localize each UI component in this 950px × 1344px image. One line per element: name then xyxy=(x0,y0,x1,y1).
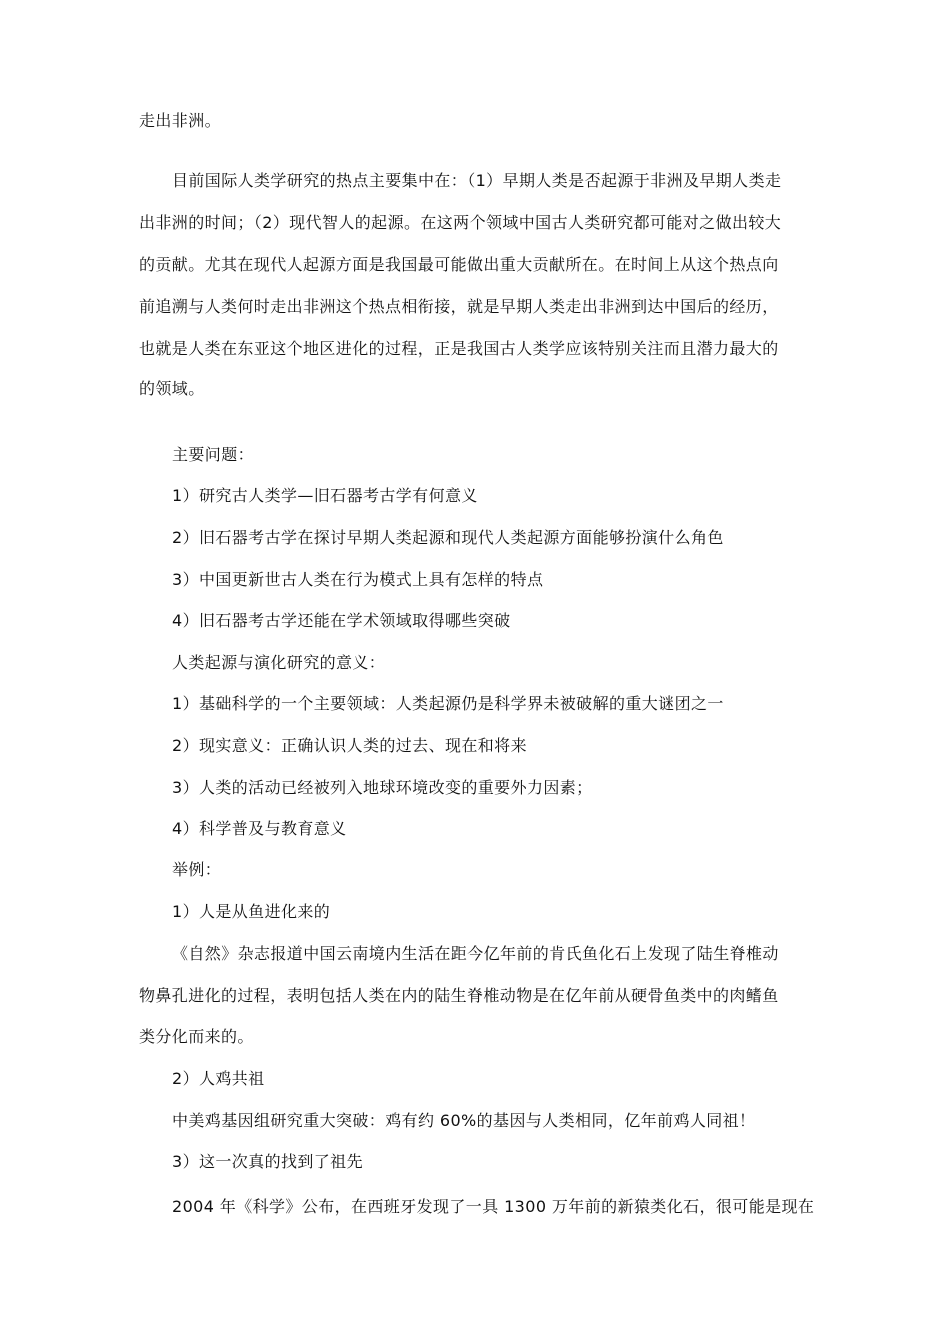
section-heading: 举例： xyxy=(172,860,222,879)
paragraph-line: 物鼻孔进化的过程，表明包括人类在内的陆生脊椎动物是在亿年前从硬骨鱼类中的肉鳍鱼 xyxy=(139,986,779,1005)
list-item: 1）基础科学的一个主要领域：人类起源仍是科学界未被破解的重大谜团之一 xyxy=(172,694,724,713)
section-heading: 主要问题： xyxy=(172,445,255,464)
list-item: 4）科学普及与教育意义 xyxy=(172,819,347,838)
paragraph-line: 类分化而来的。 xyxy=(139,1027,254,1046)
list-item: 2）现实意义：正确认识人类的过去、现在和将来 xyxy=(172,736,527,755)
paragraph-line: 走出非洲。 xyxy=(139,111,222,130)
paragraph-line: 中美鸡基因组研究重大突破：鸡有约 60%的基因与人类相同，亿年前鸡人同祖！ xyxy=(172,1111,756,1130)
paragraph-line: 也就是人类在东亚这个地区进化的过程，正是我国古人类学应该特别关注而且潜力最大的 xyxy=(139,339,779,358)
section-heading: 人类起源与演化研究的意义： xyxy=(172,653,386,672)
list-item: 3）人类的活动已经被列入地球环境改变的重要外力因素； xyxy=(172,778,593,797)
list-item: 2）旧石器考古学在探讨早期人类起源和现代人类起源方面能够扮演什么角色 xyxy=(172,528,724,547)
paragraph-line: 的贡献。尤其在现代人起源方面是我国最可能做出重大贡献所在。在时间上从这个热点向 xyxy=(139,255,779,274)
paragraph-line: 前追溯与人类何时走出非洲这个热点相衔接，就是早期人类走出非洲到达中国后的经历， xyxy=(139,297,779,316)
paragraph-line: 的领域。 xyxy=(139,379,205,398)
list-item: 3）这一次真的找到了祖先 xyxy=(172,1152,363,1171)
paragraph-line: 《自然》杂志报道中国云南境内生活在距今亿年前的肯氏鱼化石上发现了陆生脊椎动 xyxy=(172,944,779,963)
list-item: 3）中国更新世古人类在行为模式上具有怎样的特点 xyxy=(172,570,544,589)
paragraph-line: 出非洲的时间；（2）现代智人的起源。在这两个领域中国古人类研究都可能对之做出较大 xyxy=(139,213,782,232)
list-item: 2）人鸡共祖 xyxy=(172,1069,265,1088)
paragraph-line: 目前国际人类学研究的热点主要集中在：（1）早期人类是否起源于非洲及早期人类走 xyxy=(172,171,782,190)
list-item: 1）研究古人类学—旧石器考古学有何意义 xyxy=(172,486,478,505)
list-item: 1）人是从鱼进化来的 xyxy=(172,902,331,921)
paragraph-line: 2004 年《科学》公布，在西班牙发现了一具 1300 万年前的新猿类化石，很可能是现在 xyxy=(172,1197,815,1216)
list-item: 4）旧石器考古学还能在学术领域取得哪些突破 xyxy=(172,611,511,630)
